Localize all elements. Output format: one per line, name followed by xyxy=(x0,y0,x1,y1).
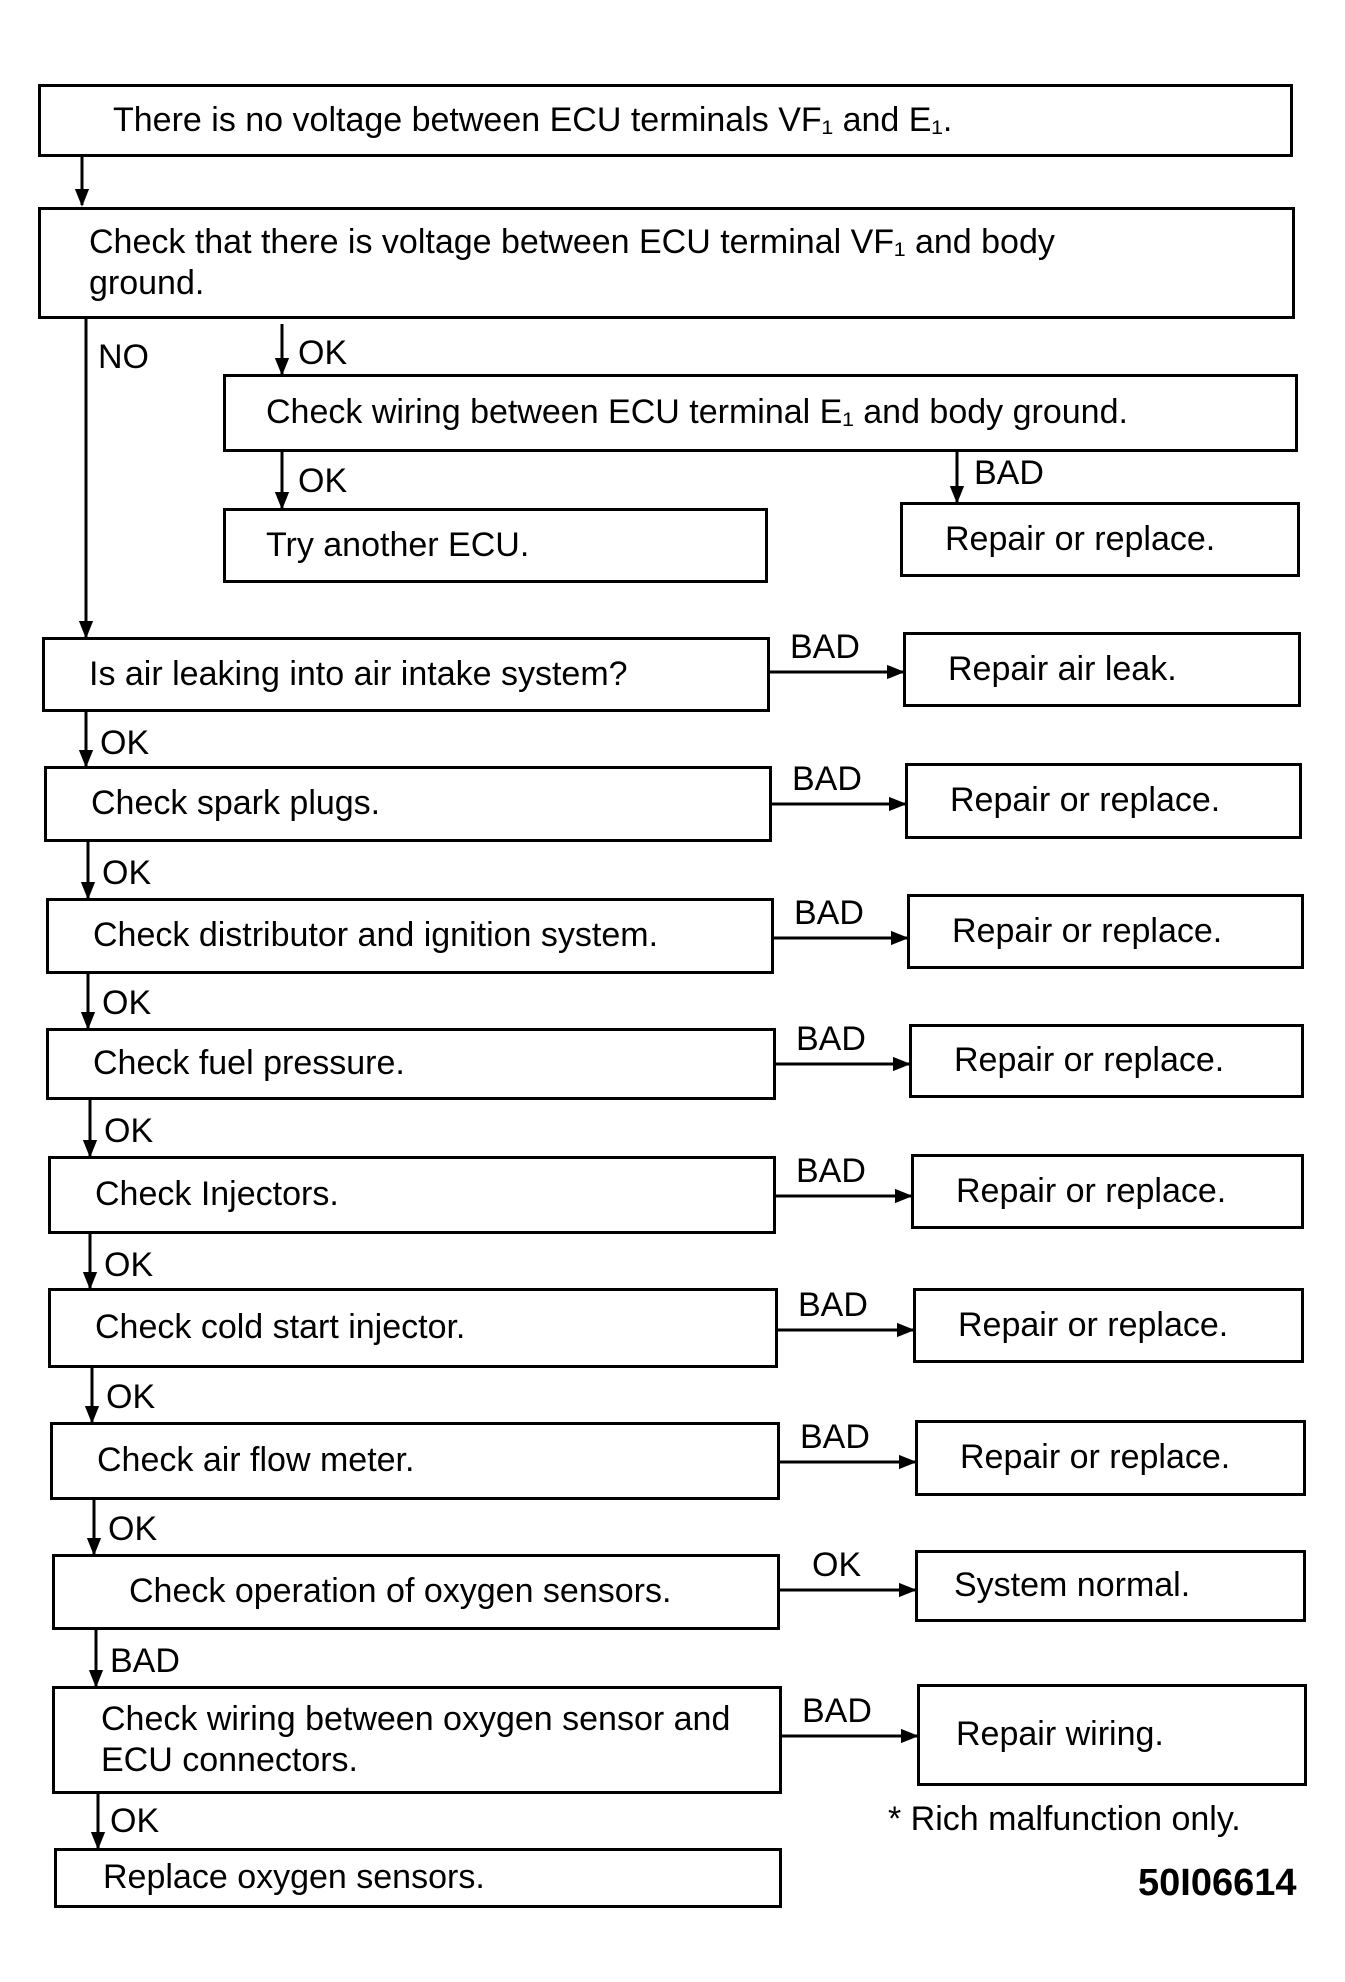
ok-label-1: OK xyxy=(100,724,150,762)
bad-label-oxy: BAD xyxy=(110,1642,180,1680)
cold-start-text: Check cold start injector. xyxy=(95,1308,466,1347)
repair-replace-text-7: Repair or replace. xyxy=(960,1438,1231,1477)
check-wiring-e1-box xyxy=(223,374,1298,452)
repair-replace-text-4: Repair or replace. xyxy=(954,1041,1225,1080)
ok-label-b: OK xyxy=(298,462,348,500)
oxygen-operation-text: Check operation of oxygen sensors. xyxy=(129,1572,672,1611)
repair-air-leak-text: Repair air leak. xyxy=(948,649,1177,688)
ok-label-8: OK xyxy=(110,1802,160,1840)
repair-replace-box-3 xyxy=(907,894,1304,969)
repair-wiring-text: Repair wiring. xyxy=(956,1715,1164,1754)
oxygen-operation-box xyxy=(52,1554,780,1630)
repair-replace-box-2 xyxy=(905,763,1302,839)
system-normal-box xyxy=(915,1550,1306,1622)
bad-label-cold: BAD xyxy=(798,1286,868,1324)
air-leak-question-text: Is air leaking into air intake system? xyxy=(89,654,628,693)
repair-replace-box-4 xyxy=(909,1024,1304,1098)
no-voltage-text: There is no voltage between ECU terminals VF₁ and E₁. xyxy=(113,100,953,139)
replace-oxygen-box xyxy=(54,1848,782,1908)
repair-replace-text-2: Repair or replace. xyxy=(950,781,1221,820)
repair-replace-box-1 xyxy=(900,502,1300,577)
bad-label-wiring: BAD xyxy=(802,1692,872,1730)
try-ecu-text: Try another ECU. xyxy=(266,525,530,564)
fuel-pressure-text: Check fuel pressure. xyxy=(93,1044,405,1083)
repair-air-leak-box xyxy=(903,632,1301,707)
check-voltage-text: Check that there is voltage between ECU terminal VF₁ and body ground. xyxy=(89,222,1055,302)
bad-label-inj: BAD xyxy=(796,1152,866,1190)
system-normal-text: System normal. xyxy=(954,1566,1191,1605)
bad-label-a: BAD xyxy=(974,454,1044,492)
spark-plugs-text: Check spark plugs. xyxy=(91,784,381,823)
repair-replace-text-1: Repair or replace. xyxy=(945,519,1216,558)
ok-label-7: OK xyxy=(108,1510,158,1548)
air-flow-box xyxy=(50,1422,780,1500)
ok-label-2: OK xyxy=(102,854,152,892)
repair-replace-text-3: Repair or replace. xyxy=(952,911,1223,950)
oxygen-wiring-text: Check wiring between oxygen sensor and ECU connectors. xyxy=(101,1699,731,1779)
oxygen-wiring-box xyxy=(52,1686,782,1794)
no-label: NO xyxy=(98,338,149,376)
bad-label-fuel: BAD xyxy=(796,1020,866,1058)
injectors-text: Check Injectors. xyxy=(95,1175,339,1214)
ok-label-4: OK xyxy=(104,1112,154,1150)
cold-start-box xyxy=(48,1288,778,1368)
bad-label-dist: BAD xyxy=(794,894,864,932)
air-leak-question-box xyxy=(42,637,770,712)
bad-label-flow: BAD xyxy=(800,1418,870,1456)
ok-label-a: OK xyxy=(298,334,348,372)
try-ecu-box xyxy=(223,508,768,583)
fuel-pressure-box xyxy=(46,1028,776,1100)
ok-label-oxy: OK xyxy=(812,1546,862,1584)
replace-oxygen-text: Replace oxygen sensors. xyxy=(103,1858,485,1897)
check-voltage-box xyxy=(38,207,1295,319)
distributor-text: Check distributor and ignition system. xyxy=(93,916,659,955)
injectors-box xyxy=(48,1156,776,1234)
no-voltage-box xyxy=(38,84,1293,157)
ok-label-5: OK xyxy=(104,1246,154,1284)
check-wiring-e1-text: Check wiring between ECU terminal E₁ and body ground. xyxy=(266,393,1128,432)
bad-label-spark: BAD xyxy=(792,760,862,798)
repair-replace-box-5 xyxy=(911,1154,1304,1229)
ok-label-3: OK xyxy=(102,984,152,1022)
repair-replace-text-6: Repair or replace. xyxy=(958,1305,1229,1344)
repair-wiring-box xyxy=(917,1684,1307,1786)
repair-replace-text-5: Repair or replace. xyxy=(956,1171,1227,1210)
footnote: * Rich malfunction only. xyxy=(888,1800,1241,1838)
ok-label-6: OK xyxy=(106,1378,156,1416)
air-flow-text: Check air flow meter. xyxy=(97,1441,415,1480)
bad-label-air: BAD xyxy=(790,628,860,666)
repair-replace-box-7 xyxy=(915,1420,1306,1496)
repair-replace-box-6 xyxy=(913,1288,1304,1363)
distributor-box xyxy=(46,898,774,974)
figure-code: 50I06614 xyxy=(1138,1862,1297,1904)
spark-plugs-box xyxy=(44,766,772,842)
